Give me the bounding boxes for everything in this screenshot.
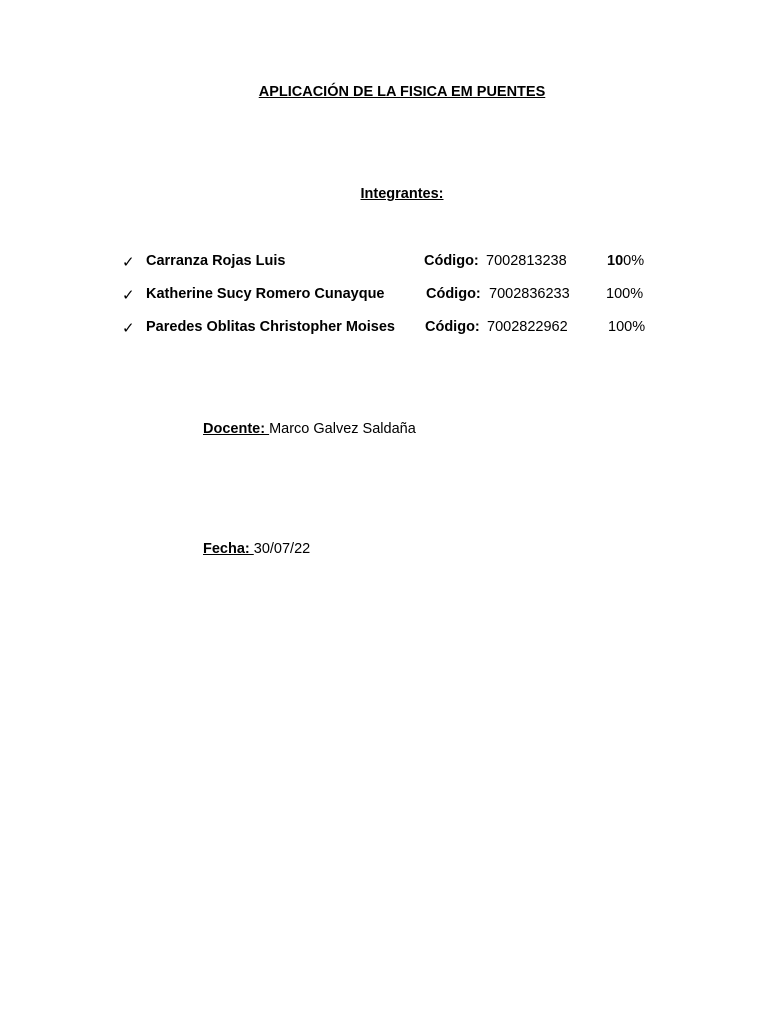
member-percent-rest: 0% <box>623 253 645 269</box>
checkmark-icon: ✓ <box>122 287 135 304</box>
checkmark-icon: ✓ <box>122 320 135 337</box>
checkmark-icon: ✓ <box>122 254 135 271</box>
teacher-name: Marco Galvez Saldaña <box>269 421 416 437</box>
code-label: Código: <box>426 286 481 302</box>
member-percent <box>606 286 643 302</box>
member-percent-rest: 100% <box>606 286 644 302</box>
document-title: APLICACIÓN DE LA FISICA EM PUENTES <box>258 84 546 100</box>
code-label: Código: <box>425 319 480 335</box>
member-name: Katherine Sucy Romero Cunayque <box>146 286 385 302</box>
member-percent <box>608 319 645 335</box>
date-label: Fecha: <box>203 541 254 557</box>
member-code: 7002822962 <box>487 319 568 335</box>
member-name: Paredes Oblitas Christopher Moises <box>146 319 395 335</box>
member-percent-rest: 100% <box>608 319 646 335</box>
date-value: 30/07/22 <box>253 541 311 557</box>
date-field <box>203 541 310 557</box>
members-heading: Integrantes: <box>360 186 444 202</box>
code-label: Código: <box>424 253 479 269</box>
teacher-label: Docente: <box>203 421 270 437</box>
member-percent-bold: 10 <box>607 253 624 269</box>
member-code: 7002813238 <box>486 253 567 269</box>
member-name: Carranza Rojas Luis <box>146 253 286 269</box>
member-percent <box>607 253 644 269</box>
teacher-field <box>203 421 416 437</box>
member-code: 7002836233 <box>489 286 570 302</box>
